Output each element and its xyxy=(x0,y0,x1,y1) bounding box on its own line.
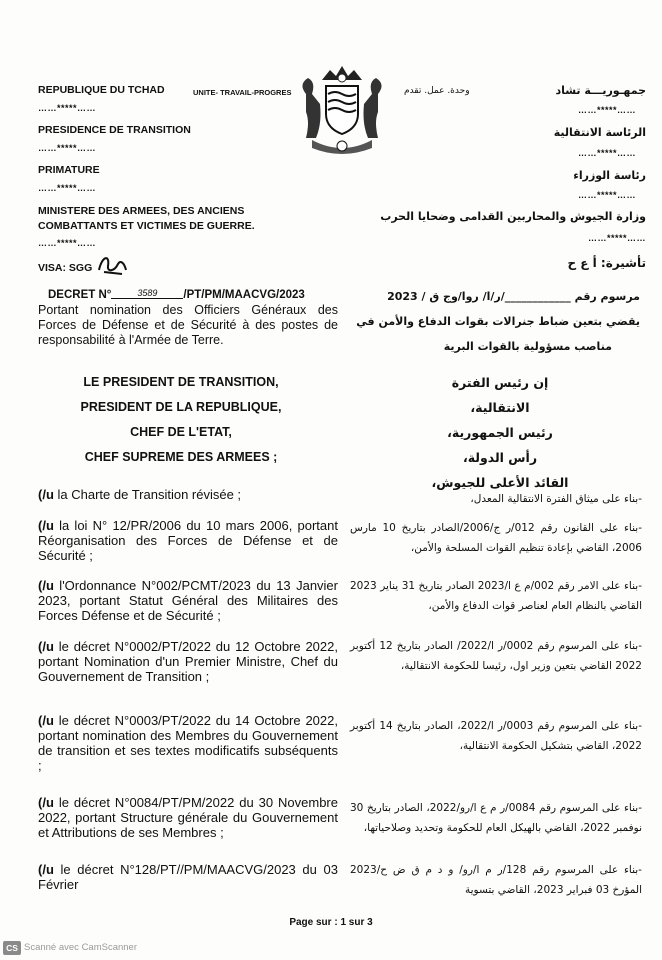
considerant-ar: -بناء على المرسوم رقم 0084/ر م ع ا/رو/2022، الصادر بتاريخ 30 نوفمبر 2022، القاضي بالهيكل العام للحكومة وتحديد وصلاحياتها، xyxy=(350,802,642,834)
vu-marker: (/u xyxy=(38,795,54,810)
ministere-ar: وزارة الجيوش والمحاربين القدامى وضحايا الحرب xyxy=(380,210,646,223)
considerant-ar: -بناء على الامر رقم 002/م ع ا/2023 الصادر بتاريخ 31 يناير 2023 القاضي بالنظام العام لعناصر قوات الدفاع والأمن، xyxy=(350,580,642,612)
camscanner-logo-icon: CS xyxy=(3,941,21,955)
decree-number-fr xyxy=(48,288,305,301)
considerant-fr xyxy=(38,795,338,840)
president-titles-fr xyxy=(70,370,292,470)
separator-dots: ……*****…… xyxy=(38,238,97,248)
republic-title-fr: REPUBLIQUE DU TCHAD xyxy=(38,84,165,96)
separator-dots: ……*****…… xyxy=(577,190,636,200)
motto-ar: وحدة. عمل. تقدم xyxy=(404,86,470,96)
considerant-text: le décret N°0084/PT/PM/2022 du 30 Novembre 2022, portant Structure générale du Gouvernement et Attributions de ses Membres ; xyxy=(38,795,338,840)
considerant-text: la loi N° 12/PR/2006 du 10 mars 2006, portant Réorganisation des Forces de Défense et de Sécurité ; xyxy=(38,518,338,563)
vu-marker: (/u xyxy=(38,713,54,728)
separator-dots: ……*****…… xyxy=(577,148,636,158)
considerant-text: le décret N°0002/PT/2022 du 12 Octobre 2022, portant Nomination d'un Premier Ministre, Chef du Gouvernement de Transition ; xyxy=(38,639,338,684)
considerant-fr xyxy=(38,487,338,502)
considerant-fr xyxy=(38,639,338,684)
separator-dots: ……*****…… xyxy=(38,183,97,193)
considerant-ar: -بناء على المرسوم رقم 0003/ر ا/2022، الصادر بتاريخ 14 أكتوبر 2022، القاضي بتشكيل الحكومة الانتقالية، xyxy=(350,720,642,752)
decree-prefix: DECRET N° xyxy=(48,289,112,301)
considerant-fr xyxy=(38,713,338,773)
president-title-line-ar: رأس الدولة، xyxy=(462,450,538,465)
separator-dots: ……*****…… xyxy=(38,143,97,153)
separator-dots: ……*****…… xyxy=(587,233,646,243)
visa-fr: VISA: SGG xyxy=(38,262,93,274)
vu-marker: (/u xyxy=(38,639,54,654)
presidence-fr: PRESIDENCE DE TRANSITION xyxy=(38,124,191,136)
considerant-text: la Charte de Transition révisée ; xyxy=(53,487,242,502)
considerant-ar: -بناء على المرسوم رقم 0002/ر ا/2022/ الصادر بتاريخ 12 أكتوبر 2022 القاضي بتعين وزير اول، رئيسا للحكومة الانتقالية، xyxy=(350,640,642,672)
separator-dots: ……*****…… xyxy=(38,103,97,113)
separator-dots: ……*****…… xyxy=(577,105,636,115)
considerant-fr xyxy=(38,578,338,623)
president-title-line: CHEF DE L'ETAT, xyxy=(130,425,232,439)
decree-handwritten-number: 3589 xyxy=(111,288,183,299)
president-title-line: CHEF SUPREME DES ARMEES ; xyxy=(84,450,278,464)
visa-signature-icon xyxy=(96,252,130,276)
decree-title-fr: Portant nomination des Officiers Généraux des Forces de Défense et de Sécurité à des postes de responsabilité à l'Armée de Terre. xyxy=(38,303,338,347)
president-titles-ar xyxy=(420,370,580,495)
vu-marker: (/u xyxy=(38,578,54,593)
considerant-ar: -بناء على ميثاق الفترة الانتقالية المعدل، xyxy=(470,493,642,505)
scanner-watermark: Scanné avec CamScanner xyxy=(24,942,138,953)
presidence-ar: الرئاسة الانتقالية xyxy=(553,126,646,139)
ministere-fr-line2: COMBATTANTS ET VICTIMES DE GUERRE. xyxy=(38,220,255,232)
president-title-line: PRESIDENT DE LA REPUBLIQUE, xyxy=(80,400,282,414)
visa-ar: تأشيرة: أ ع ح xyxy=(567,256,646,270)
president-title-line: LE PRESIDENT DE TRANSITION, xyxy=(83,375,279,389)
republic-title-ar: جمهـوريـــة تشاد xyxy=(555,84,646,97)
ministere-fr-line1: MINISTERE DES ARMEES, DES ANCIENS xyxy=(38,205,245,217)
page-number: Page sur : 1 sur 3 xyxy=(289,917,373,928)
president-title-line-ar: القائد الأعلى للجيوش، xyxy=(431,475,569,490)
president-title-line-ar: إن رئيس الفترة الانتقالية، xyxy=(451,375,549,415)
president-title-line-ar: رئيس الجمهورية، xyxy=(447,425,553,440)
coat-of-arms-emblem xyxy=(292,64,392,160)
primature-ar: رئاسة الوزراء xyxy=(573,169,646,182)
primature-fr: PRIMATURE xyxy=(38,164,100,176)
vu-marker: (/u xyxy=(38,487,54,502)
considerant-text: le décret N°128/PT//PM/MAACVG/2023 du 03 Février xyxy=(38,862,338,892)
decree-title-ar-line1: يقضي بتعين ضباط جنرالات بقوات الدفاع والأمن في xyxy=(356,315,640,328)
decree-suffix: /PT/PM/MAACVG/2023 xyxy=(183,289,305,301)
vu-marker: (/u xyxy=(38,518,54,533)
considerant-ar: -بناء على المرسوم رقم 128/ر م ا/رو/ و د م ق ض ح/2023 المؤرخ 03 فبراير 2023، القاضي بتسوية xyxy=(350,864,642,896)
considerant-text: le décret N°0003/PT/2022 du 14 Octobre 2022, portant nomination des Membres du Gouvernement de transition et ses textes modificatifs subséquents ; xyxy=(38,713,338,773)
decree-number-ar: مرسوم رقم ____________/ر/ا/ روا/وج ق / 2023 xyxy=(387,290,640,303)
considerant-fr xyxy=(38,862,338,892)
motto-fr: UNITE- TRAVAIL-PROGRES xyxy=(193,88,292,97)
considerant-fr xyxy=(38,518,338,563)
vu-marker: (/u xyxy=(38,862,54,877)
considerant-text: l'Ordonnance N°002/PCMT/2023 du 13 Janvier 2023, portant Statut Général des Militaires des Forces Défense et de Sécurité ; xyxy=(38,578,338,623)
considerant-ar: -بناء على القانون رقم 012/ر ج/2006/الصادر بتاريخ 10 مارس 2006، القاضي بإعادة تنظيم القوات المسلحة والأمن، xyxy=(350,522,642,554)
decree-title-ar-line2: مناصب مسؤولية بالقوات البرية xyxy=(443,340,612,353)
